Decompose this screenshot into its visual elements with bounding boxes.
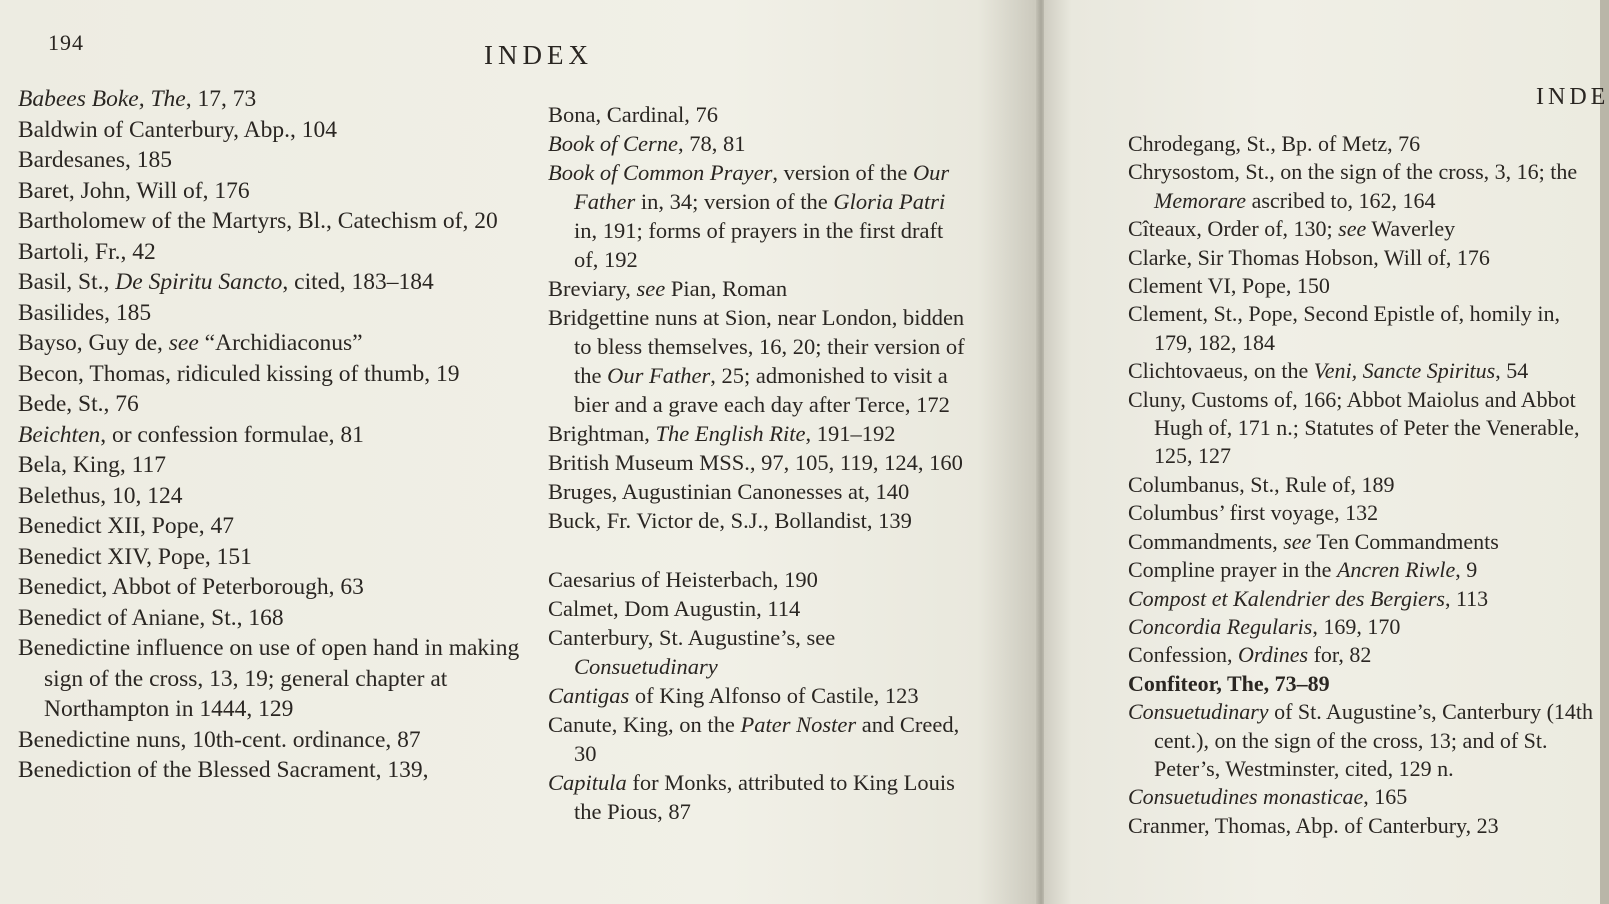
index-entry-text: Buck, Fr. Victor de, S.J., Bollandist, 139 — [548, 508, 912, 533]
index-entry — [548, 448, 966, 477]
index-entry-text: Bridgettine nuns at Sion, near London, bidden to bless themselves, 16, 20; their version of the — [548, 305, 965, 388]
section-gap — [548, 535, 966, 565]
index-entry-text: Consuetudinary — [1128, 699, 1269, 725]
index-entry-text: Baldwin of Canterbury, Abp., 104 — [18, 116, 337, 143]
index-entry-text: Baret, John, Will of, 176 — [18, 177, 250, 204]
index-entry-text: Babees Boke, The — [18, 86, 186, 112]
index-entry-text: , 165 — [1363, 784, 1408, 810]
index-entry — [1128, 130, 1598, 158]
index-entry — [1128, 300, 1598, 357]
index-entry-text: Bayso, Guy de, — [18, 330, 169, 356]
index-entry — [18, 481, 524, 512]
index-entry — [18, 298, 524, 329]
index-entry — [18, 420, 524, 451]
index-entry — [18, 328, 524, 359]
index-entry-text: , or confession formulae, 81 — [100, 421, 364, 448]
index-entry-text: Compline prayer in the — [1128, 557, 1337, 583]
index-entry — [548, 477, 966, 506]
index-column-2 — [548, 100, 966, 826]
index-entry-text: Benediction of the Blessed Sacrament, 139, — [18, 757, 429, 783]
index-entry — [18, 572, 524, 603]
index-entry — [18, 359, 524, 390]
index-entry — [1128, 528, 1598, 556]
index-column-1 — [18, 84, 524, 786]
index-entry-text: , cited, 183–184 — [282, 269, 434, 295]
index-entry-text: see — [636, 276, 666, 301]
index-entry — [18, 84, 524, 115]
index-entry-text: Clichtovaeus, on the — [1128, 358, 1314, 384]
index-entry-text: Cantigas — [548, 683, 630, 708]
index-entry — [1128, 499, 1598, 527]
index-entry-text: Concordia Regularis — [1128, 613, 1313, 639]
index-entry-text: , 191–192 — [805, 421, 896, 446]
page-number: 194 — [48, 30, 84, 55]
index-entry-text: Belethus, 10, 124 — [18, 482, 183, 509]
index-entry-text: Beichten — [18, 421, 101, 448]
index-entry — [548, 565, 966, 594]
index-entry — [18, 603, 524, 634]
index-entry-text: Pian, Roman — [665, 276, 788, 301]
index-entry — [1128, 215, 1598, 243]
index-entry-text: Chrysostom, St., on the sign of the cross, 3, 16; the — [1128, 159, 1578, 185]
index-entry-text: Clement, St., Pope, Second Epistle of, homily in, 179, 182, 184 — [1128, 301, 1561, 355]
index-entry-text: Consuetudinary — [574, 654, 718, 679]
index-entry-text: Cluny, Customs of, 166; Abbot Maiolus and Abbot Hugh of, 171 n.; Statutes of Peter the Venerable, 125, 127 — [1128, 386, 1580, 469]
index-entry-text: , 169, 170 — [1312, 613, 1401, 639]
index-entry — [548, 129, 966, 158]
index-entry-text: Breviary, — [548, 276, 637, 301]
index-entry-text: for Monks, attributed to King Louis the Pious, 87 — [574, 770, 955, 824]
index-entry-text: Gloria Patri — [833, 189, 946, 214]
index-entry-text: , 54 — [1495, 358, 1529, 384]
index-entry — [548, 710, 966, 768]
index-entry-text: Benedict, Abbot of Peterborough, 63 — [18, 574, 364, 600]
index-entry-text: Bardesanes, 185 — [18, 147, 173, 173]
index-entry-text: Veni, Sancte Spiritus — [1313, 358, 1496, 384]
index-entry-text: Benedictine influence on use of open hand in making sign of the cross, 13, 19; general chapter at Northampton in 1444, 129 — [18, 635, 520, 722]
index-entry — [548, 681, 966, 710]
index-entry — [548, 274, 966, 303]
index-entry-text: Columbus’ first voyage, 132 — [1128, 500, 1379, 526]
index-entry-text: Clement VI, Pope, 150 — [1128, 273, 1330, 299]
index-entry-text: , 17, 73 — [185, 86, 257, 112]
index-entry-text: , 25; admonished to visit a bier and a grave each day after Terce, 172 — [574, 363, 950, 417]
index-entry-text: Cîteaux, Order of, 130; — [1128, 216, 1339, 242]
index-entry-text: Canterbury, St. Augustine’s, see — [548, 625, 836, 650]
index-entry-text: Ordines — [1238, 642, 1309, 668]
index-entry-text: Confession, — [1128, 642, 1238, 668]
index-entry-text: De Spiritu Sancto — [115, 269, 283, 295]
index-entry — [548, 100, 966, 129]
index-entry-text: of St. Augustine’s, Canterbury (14th cent.), on the sign of the cross, 13; and of St. Peter’s, Westminster, cited, 129 n. — [1154, 699, 1594, 781]
index-entry — [18, 450, 524, 481]
index-entry-text: Becon, Thomas, ridiculed kissing of thumb, 19 — [18, 360, 460, 387]
index-entry — [1128, 613, 1598, 641]
index-entry-text: Brightman, — [548, 421, 656, 446]
index-entry-text: Calmet, Dom Augustin, 114 — [548, 596, 801, 621]
index-entry-text: Book of Common Prayer — [548, 160, 773, 185]
index-entry-text: Commandments, — [1128, 528, 1284, 554]
index-entry-text: Clarke, Sir Thomas Hobson, Will of, 176 — [1128, 244, 1490, 270]
index-entry-text: Confiteor, The, 73–89 — [1128, 670, 1330, 696]
index-entry-text: Chrodegang, St., Bp. of Metz, 76 — [1128, 131, 1421, 156]
index-entry — [1128, 158, 1598, 215]
index-entry-text: Memorare — [1154, 187, 1247, 213]
index-entry — [1128, 386, 1598, 471]
index-entry-text: Basil, St., — [18, 269, 116, 295]
index-entry — [548, 768, 966, 826]
index-entry — [18, 542, 524, 573]
index-entry-text: Our Father — [607, 363, 711, 388]
index-entry-text: Bede, St., 76 — [18, 391, 139, 417]
index-entry-text: and Creed, 30 — [574, 712, 960, 766]
index-entry — [1128, 471, 1598, 499]
index-entry — [1128, 812, 1598, 840]
index-entry — [18, 633, 524, 725]
index-entry-text: Bartholomew of the Martyrs, Bl., Catechism of, 20 — [18, 208, 498, 234]
index-entry-text: Compost et Kalendrier des Bergiers — [1128, 585, 1445, 611]
index-entry-text: , version of the — [772, 160, 913, 185]
index-entry — [548, 303, 966, 419]
index-entry-text: Our Father — [574, 160, 950, 214]
index-entry — [548, 506, 966, 535]
index-entry-text: Benedictine nuns, 10th-cent. ordinance, 87 — [18, 726, 421, 753]
index-entry — [548, 158, 966, 274]
index-entry — [18, 389, 524, 420]
index-entry-text: Ten Commandments — [1311, 528, 1499, 554]
index-entry — [548, 419, 966, 448]
index-entry-text: Cranmer, Thomas, Abp. of Canterbury, 23 — [1128, 812, 1499, 838]
index-entry — [1128, 698, 1598, 783]
index-entry-text: Benedict XIV, Pope, 151 — [18, 543, 252, 570]
index-entry-text: Bela, King, 117 — [18, 452, 166, 478]
index-entry-text: Waverley — [1366, 216, 1456, 242]
index-entry — [548, 594, 966, 623]
index-entry — [18, 725, 524, 756]
running-head: INDEX — [484, 40, 593, 70]
index-entry — [18, 145, 524, 176]
index-entry-text: Consuetudines monasticae — [1128, 784, 1364, 810]
index-entry — [1128, 272, 1598, 300]
index-entry — [1128, 244, 1598, 272]
index-entry — [18, 206, 524, 237]
index-entry-text: , 113 — [1444, 585, 1489, 611]
index-entry-text: , 78, 81 — [677, 131, 746, 156]
index-entry-text: Bona, Cardinal, 76 — [548, 102, 718, 127]
index-entry-text: Capitula — [548, 770, 627, 795]
index-entry — [18, 755, 524, 786]
index-entry-text: in, 34; version of the — [635, 189, 834, 214]
index-entry-text: Bartoli, Fr., 42 — [18, 238, 156, 265]
index-entry-text: British Museum MSS., 97, 105, 119, 124, 160 — [548, 450, 963, 475]
index-entry — [18, 511, 524, 542]
index-entry-text: Columbanus, St., Rule of, 189 — [1128, 471, 1395, 497]
index-entry-text: of King Alfonso of Castile, 123 — [629, 683, 919, 708]
index-entry — [1128, 783, 1598, 811]
index-entry-text: Caesarius of Heisterbach, 190 — [548, 567, 818, 592]
index-entry — [18, 237, 524, 268]
index-entry-text: The English Rite — [655, 421, 806, 446]
index-entry-text: Benedict XII, Pope, 47 — [18, 513, 235, 539]
index-entry-text: , 9 — [1455, 557, 1478, 583]
index-entry — [18, 176, 524, 207]
index-entry-text: see — [168, 330, 199, 356]
index-entry — [1128, 357, 1598, 385]
index-entry-text: Basilides, 185 — [18, 299, 152, 326]
index-entry — [18, 267, 524, 298]
right-page — [1044, 0, 1609, 904]
index-entry — [1128, 585, 1598, 613]
index-entry-text: Pater Noster — [740, 712, 857, 737]
index-entry-text: see — [1283, 528, 1312, 554]
index-entry — [1128, 556, 1598, 584]
index-entry-text: “Archidiaconus” — [198, 330, 363, 356]
index-entry-text: Benedict of Aniane, St., 168 — [18, 604, 284, 631]
index-entry-text: Book of Cerne — [548, 131, 678, 156]
index-entry — [1128, 670, 1598, 698]
index-entry-text: Ancren Riwle — [1336, 557, 1456, 583]
index-entry-text: in, 191; forms of prayers in the first draft of, 192 — [574, 218, 944, 272]
index-entry-text: ascribed to, 162, 164 — [1246, 187, 1436, 213]
running-head-right: INDE — [1536, 84, 1609, 110]
index-entry-text: Canute, King, on the — [548, 712, 741, 737]
index-entry — [18, 115, 524, 146]
index-entry — [1128, 641, 1598, 669]
index-column-3 — [1128, 130, 1598, 840]
index-entry-text: for, 82 — [1308, 642, 1372, 668]
index-entry-text: see — [1338, 216, 1367, 242]
index-entry-text: Bruges, Augustinian Canonesses at, 140 — [548, 479, 910, 504]
index-entry — [548, 623, 966, 681]
